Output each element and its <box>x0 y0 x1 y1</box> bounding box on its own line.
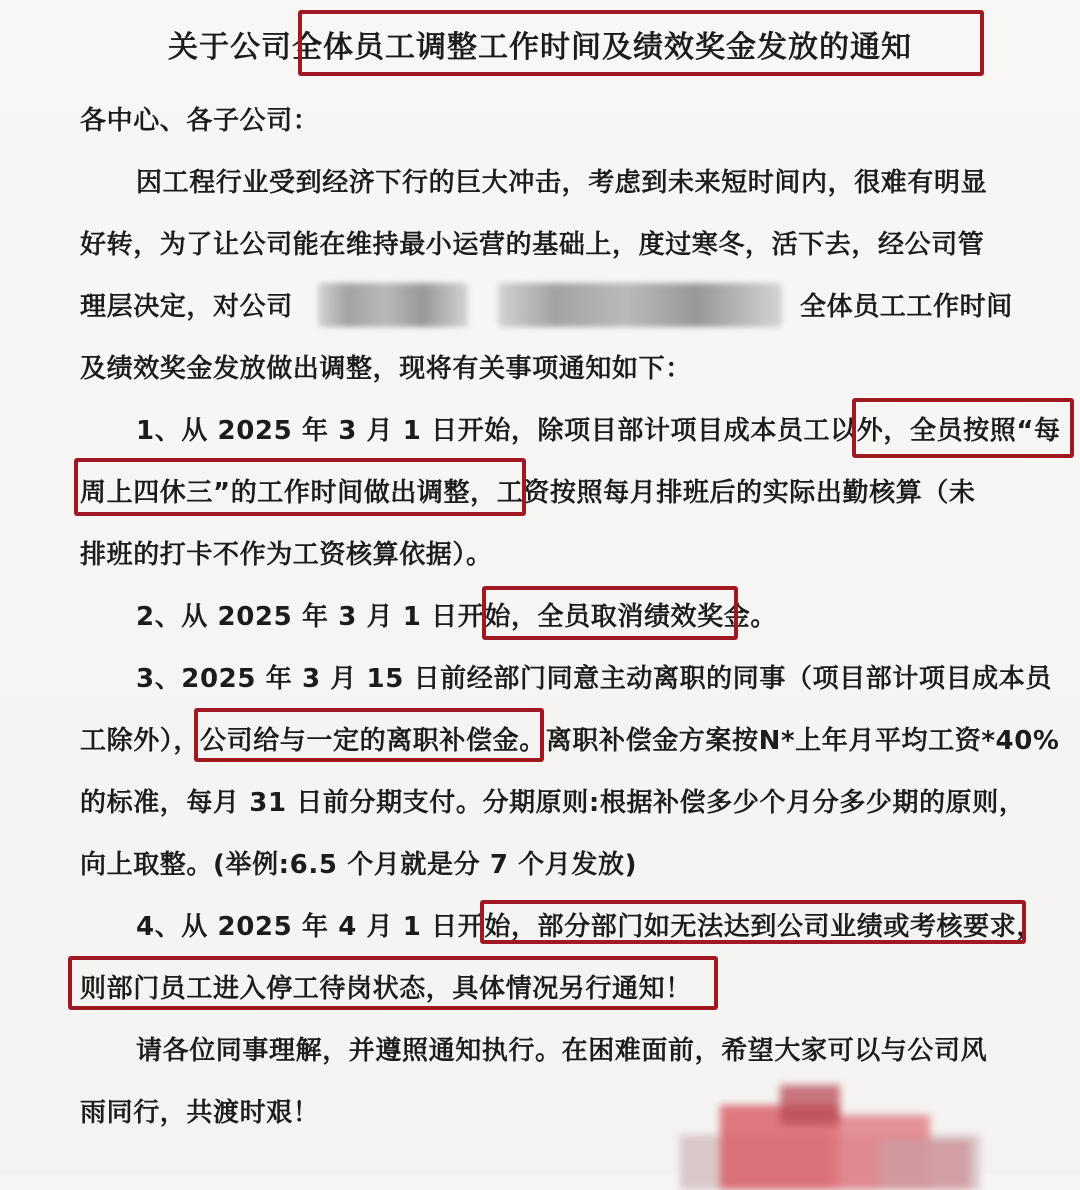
highlight-box-item1-b <box>74 458 526 516</box>
salutation: 各中心、各子公司： <box>80 106 320 136</box>
redacted-company-name <box>318 283 468 327</box>
item-3-line: 的标准，每月 31 日前分期支付。分期原则:根据补偿多少个月分多少期的原则， <box>80 788 1026 818</box>
item-2-line: 2、从 2025 年 3 月 1 日开始，全员取消绩效奖金。 <box>136 602 777 632</box>
intro-line: 因工程行业受到经济下行的巨大冲击，考虑到未来短时间内，很难有明显 <box>136 168 988 198</box>
highlight-box-item4-b <box>68 956 718 1010</box>
item-3-line: 工除外），公司给与一定的离职补偿金。离职补偿金方案按N*上年月平均工资*40% <box>80 726 1060 756</box>
closing-line: 请各位同事理解，并遵照通知执行。在困难面前，希望大家可以与公司风 <box>136 1036 988 1066</box>
highlight-box-item2 <box>482 586 738 640</box>
intro-line: 及绩效奖金发放做出调整，现将有关事项通知如下： <box>80 354 692 384</box>
highlight-box-title <box>298 10 984 76</box>
highlight-box-item1-a <box>852 398 1074 458</box>
highlight-box-item3 <box>194 708 544 762</box>
item-1-line: 排班的打卡不作为工资核算依据）。 <box>80 540 493 570</box>
document-title: 关于公司全体员工调整工作时间及绩效奖金发放的通知 <box>168 30 912 65</box>
intro-line: 全体员工工作时间 <box>800 292 1013 322</box>
redacted-company-name <box>498 283 782 327</box>
item-4-line: 4、从 2025 年 4 月 1 日开始，部分部门如无法达到公司业绩或考核要求， <box>136 912 1043 942</box>
company-seal-blurred <box>640 1080 1000 1190</box>
item-3-line: 向上取整。(举例:6.5 个月就是分 7 个月发放) <box>80 850 638 880</box>
item-4-line: 则部门员工进入停工待岗状态，具体情况另行通知！ <box>80 974 692 1004</box>
highlight-box-item4-a <box>480 900 1026 944</box>
item-3-line: 3、2025 年 3 月 15 日前经部门同意主动离职的同事（项目部计项目成本员 <box>136 664 1052 694</box>
item-1-line: 周上四休三”的工作时间做出调整，工资按照每月排班后的实际出勤核算（未 <box>80 478 976 508</box>
intro-line: 好转，为了让公司能在维持最小运营的基础上，度过寒冬，活下去，经公司管 <box>80 230 985 260</box>
intro-line: 理层决定，对公司 <box>80 292 293 322</box>
closing-line: 雨同行，共渡时艰！ <box>80 1098 320 1128</box>
item-1-line: 1、从 2025 年 3 月 1 日开始，除项目部计项目成本员工以外，全员按照“每 <box>136 416 1061 446</box>
